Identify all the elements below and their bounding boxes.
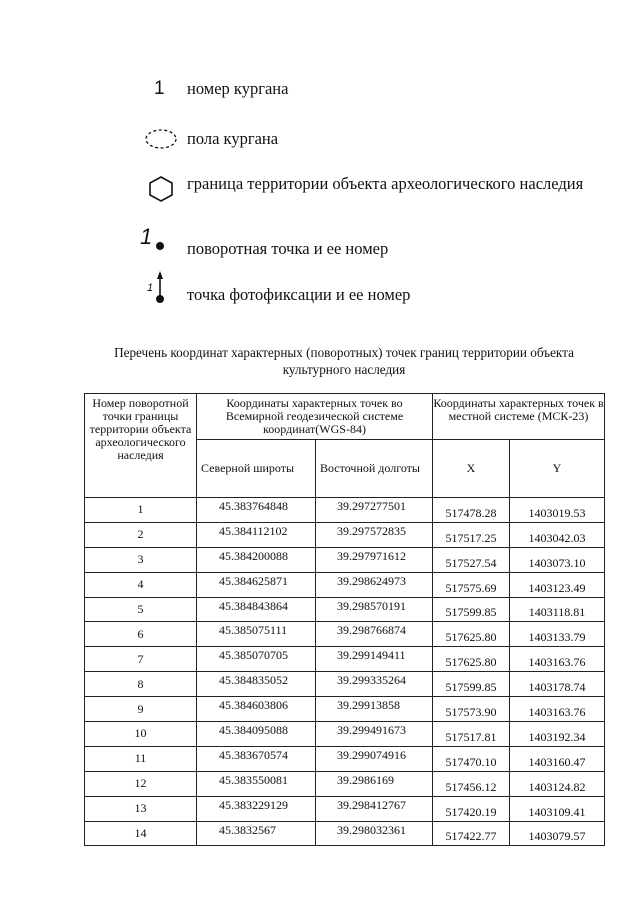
table-row [85, 572, 605, 597]
latitude: 45.384835052 [197, 672, 316, 697]
longitude: 39.299074916 [316, 746, 433, 771]
point-number: 5 [85, 597, 197, 622]
point-number: 4 [85, 572, 197, 597]
header-wgs84: Координаты характерных точек во Всемирной геодезической системе координат(WGS-84) [197, 394, 433, 440]
legend-label: поворотная точка и ее номер [187, 239, 389, 258]
latitude: 45.384603806 [197, 697, 316, 722]
latitude: 45.383229129 [197, 796, 316, 821]
y-coordinate: 1403019.53 [510, 498, 605, 523]
point-number: 13 [85, 796, 197, 821]
longitude: 39.2986169 [316, 771, 433, 796]
legend-label: точка фотофиксации и ее номер [187, 285, 411, 304]
point-number: 10 [85, 722, 197, 747]
latitude: 45.383550081 [197, 771, 316, 796]
x-coordinate: 517478.28 [433, 498, 510, 523]
y-coordinate: 1403160.47 [510, 746, 605, 771]
longitude: 39.299149411 [316, 647, 433, 672]
y-coordinate: 1403118.81 [510, 597, 605, 622]
numbered-dot-icon [136, 224, 170, 254]
x-coordinate: 517420.19 [433, 796, 510, 821]
y-coordinate: 1403042.03 [510, 522, 605, 547]
table-row [85, 771, 605, 796]
table-row [85, 547, 605, 572]
longitude: 39.29913858 [316, 697, 433, 722]
x-coordinate: 517527.54 [433, 547, 510, 572]
x-coordinate: 517575.69 [433, 572, 510, 597]
y-coordinate: 1403133.79 [510, 622, 605, 647]
header-point-number: Номер поворотной точки границы территории объекта археологического наследия [85, 394, 197, 498]
table-row [85, 622, 605, 647]
x-coordinate: 517422.77 [433, 821, 510, 846]
point-number: 9 [85, 697, 197, 722]
table-row [85, 498, 605, 523]
x-coordinate: 517599.85 [433, 672, 510, 697]
longitude: 39.299491673 [316, 722, 433, 747]
latitude: 45.383764848 [197, 498, 316, 523]
table-row [85, 697, 605, 722]
point-number: 2 [85, 522, 197, 547]
table-row [85, 796, 605, 821]
longitude: 39.297971612 [316, 547, 433, 572]
point-number: 1 [85, 498, 197, 523]
y-coordinate: 1403073.10 [510, 547, 605, 572]
header-x: X [433, 440, 510, 498]
y-coordinate: 1403109.41 [510, 796, 605, 821]
point-number: 3 [85, 547, 197, 572]
table-row [85, 722, 605, 747]
point-number: 11 [85, 746, 197, 771]
longitude: 39.298624973 [316, 572, 433, 597]
legend-label: пола кургана [187, 129, 279, 148]
x-coordinate: 517625.80 [433, 647, 510, 672]
y-coordinate: 1403192.34 [510, 722, 605, 747]
header-longitude: Восточной долготы [316, 440, 433, 498]
latitude: 45.385075111 [197, 622, 316, 647]
point-number: 7 [85, 647, 197, 672]
point-number: 8 [85, 672, 197, 697]
x-coordinate: 517573.90 [433, 697, 510, 722]
legend-label: номер кургана [187, 79, 289, 98]
hexagon-icon [146, 174, 176, 209]
table-row [85, 597, 605, 622]
table-caption: Перечень координат характерных (поворотных) точек границ территории объекта культурного наследия [114, 345, 574, 377]
latitude: 45.384112102 [197, 522, 316, 547]
table-row [85, 821, 605, 846]
y-coordinate: 1403178.74 [510, 672, 605, 697]
table-row [85, 746, 605, 771]
header-latitude: Северной широты [197, 440, 316, 498]
longitude: 39.297277501 [316, 498, 433, 523]
point-number: 12 [85, 771, 197, 796]
table-body [85, 498, 605, 846]
longitude: 39.298412767 [316, 796, 433, 821]
y-coordinate: 1403123.49 [510, 572, 605, 597]
x-coordinate: 517517.25 [433, 522, 510, 547]
y-coordinate: 1403079.57 [510, 821, 605, 846]
legend-label: граница территории объекта археологического наследия [187, 174, 584, 193]
longitude: 39.298570191 [316, 597, 433, 622]
y-coordinate: 1403124.82 [510, 771, 605, 796]
header-msk23: Координаты характерных точек в местной системе (МСК-23) [433, 394, 605, 440]
x-coordinate: 517470.10 [433, 746, 510, 771]
turning-point-number: 1 [140, 224, 153, 249]
numeral-1-icon: 1 [154, 78, 165, 99]
coordinates-table [84, 393, 605, 846]
latitude: 45.384625871 [197, 572, 316, 597]
longitude: 39.299335264 [316, 672, 433, 697]
latitude: 45.3832567 [197, 821, 316, 846]
latitude: 45.384095088 [197, 722, 316, 747]
longitude: 39.297572835 [316, 522, 433, 547]
latitude: 45.383670574 [197, 746, 316, 771]
x-coordinate: 517456.12 [433, 771, 510, 796]
turning-point-dot-icon [156, 242, 164, 250]
header-y: Y [510, 440, 605, 498]
longitude: 39.298766874 [316, 622, 433, 647]
latitude: 45.384200088 [197, 547, 316, 572]
photo-point-number: 1 [147, 282, 154, 294]
x-coordinate: 517599.85 [433, 597, 510, 622]
photo-point-arrow-icon [144, 270, 170, 304]
table-row [85, 672, 605, 697]
point-number: 6 [85, 622, 197, 647]
table-row [85, 522, 605, 547]
table-row [85, 647, 605, 672]
latitude: 45.385070705 [197, 647, 316, 672]
y-coordinate: 1403163.76 [510, 647, 605, 672]
x-coordinate: 517517.81 [433, 722, 510, 747]
dashed-ellipse-icon [144, 128, 178, 155]
point-number: 14 [85, 821, 197, 846]
latitude: 45.384843864 [197, 597, 316, 622]
y-coordinate: 1403163.76 [510, 697, 605, 722]
longitude: 39.298032361 [316, 821, 433, 846]
x-coordinate: 517625.80 [433, 622, 510, 647]
